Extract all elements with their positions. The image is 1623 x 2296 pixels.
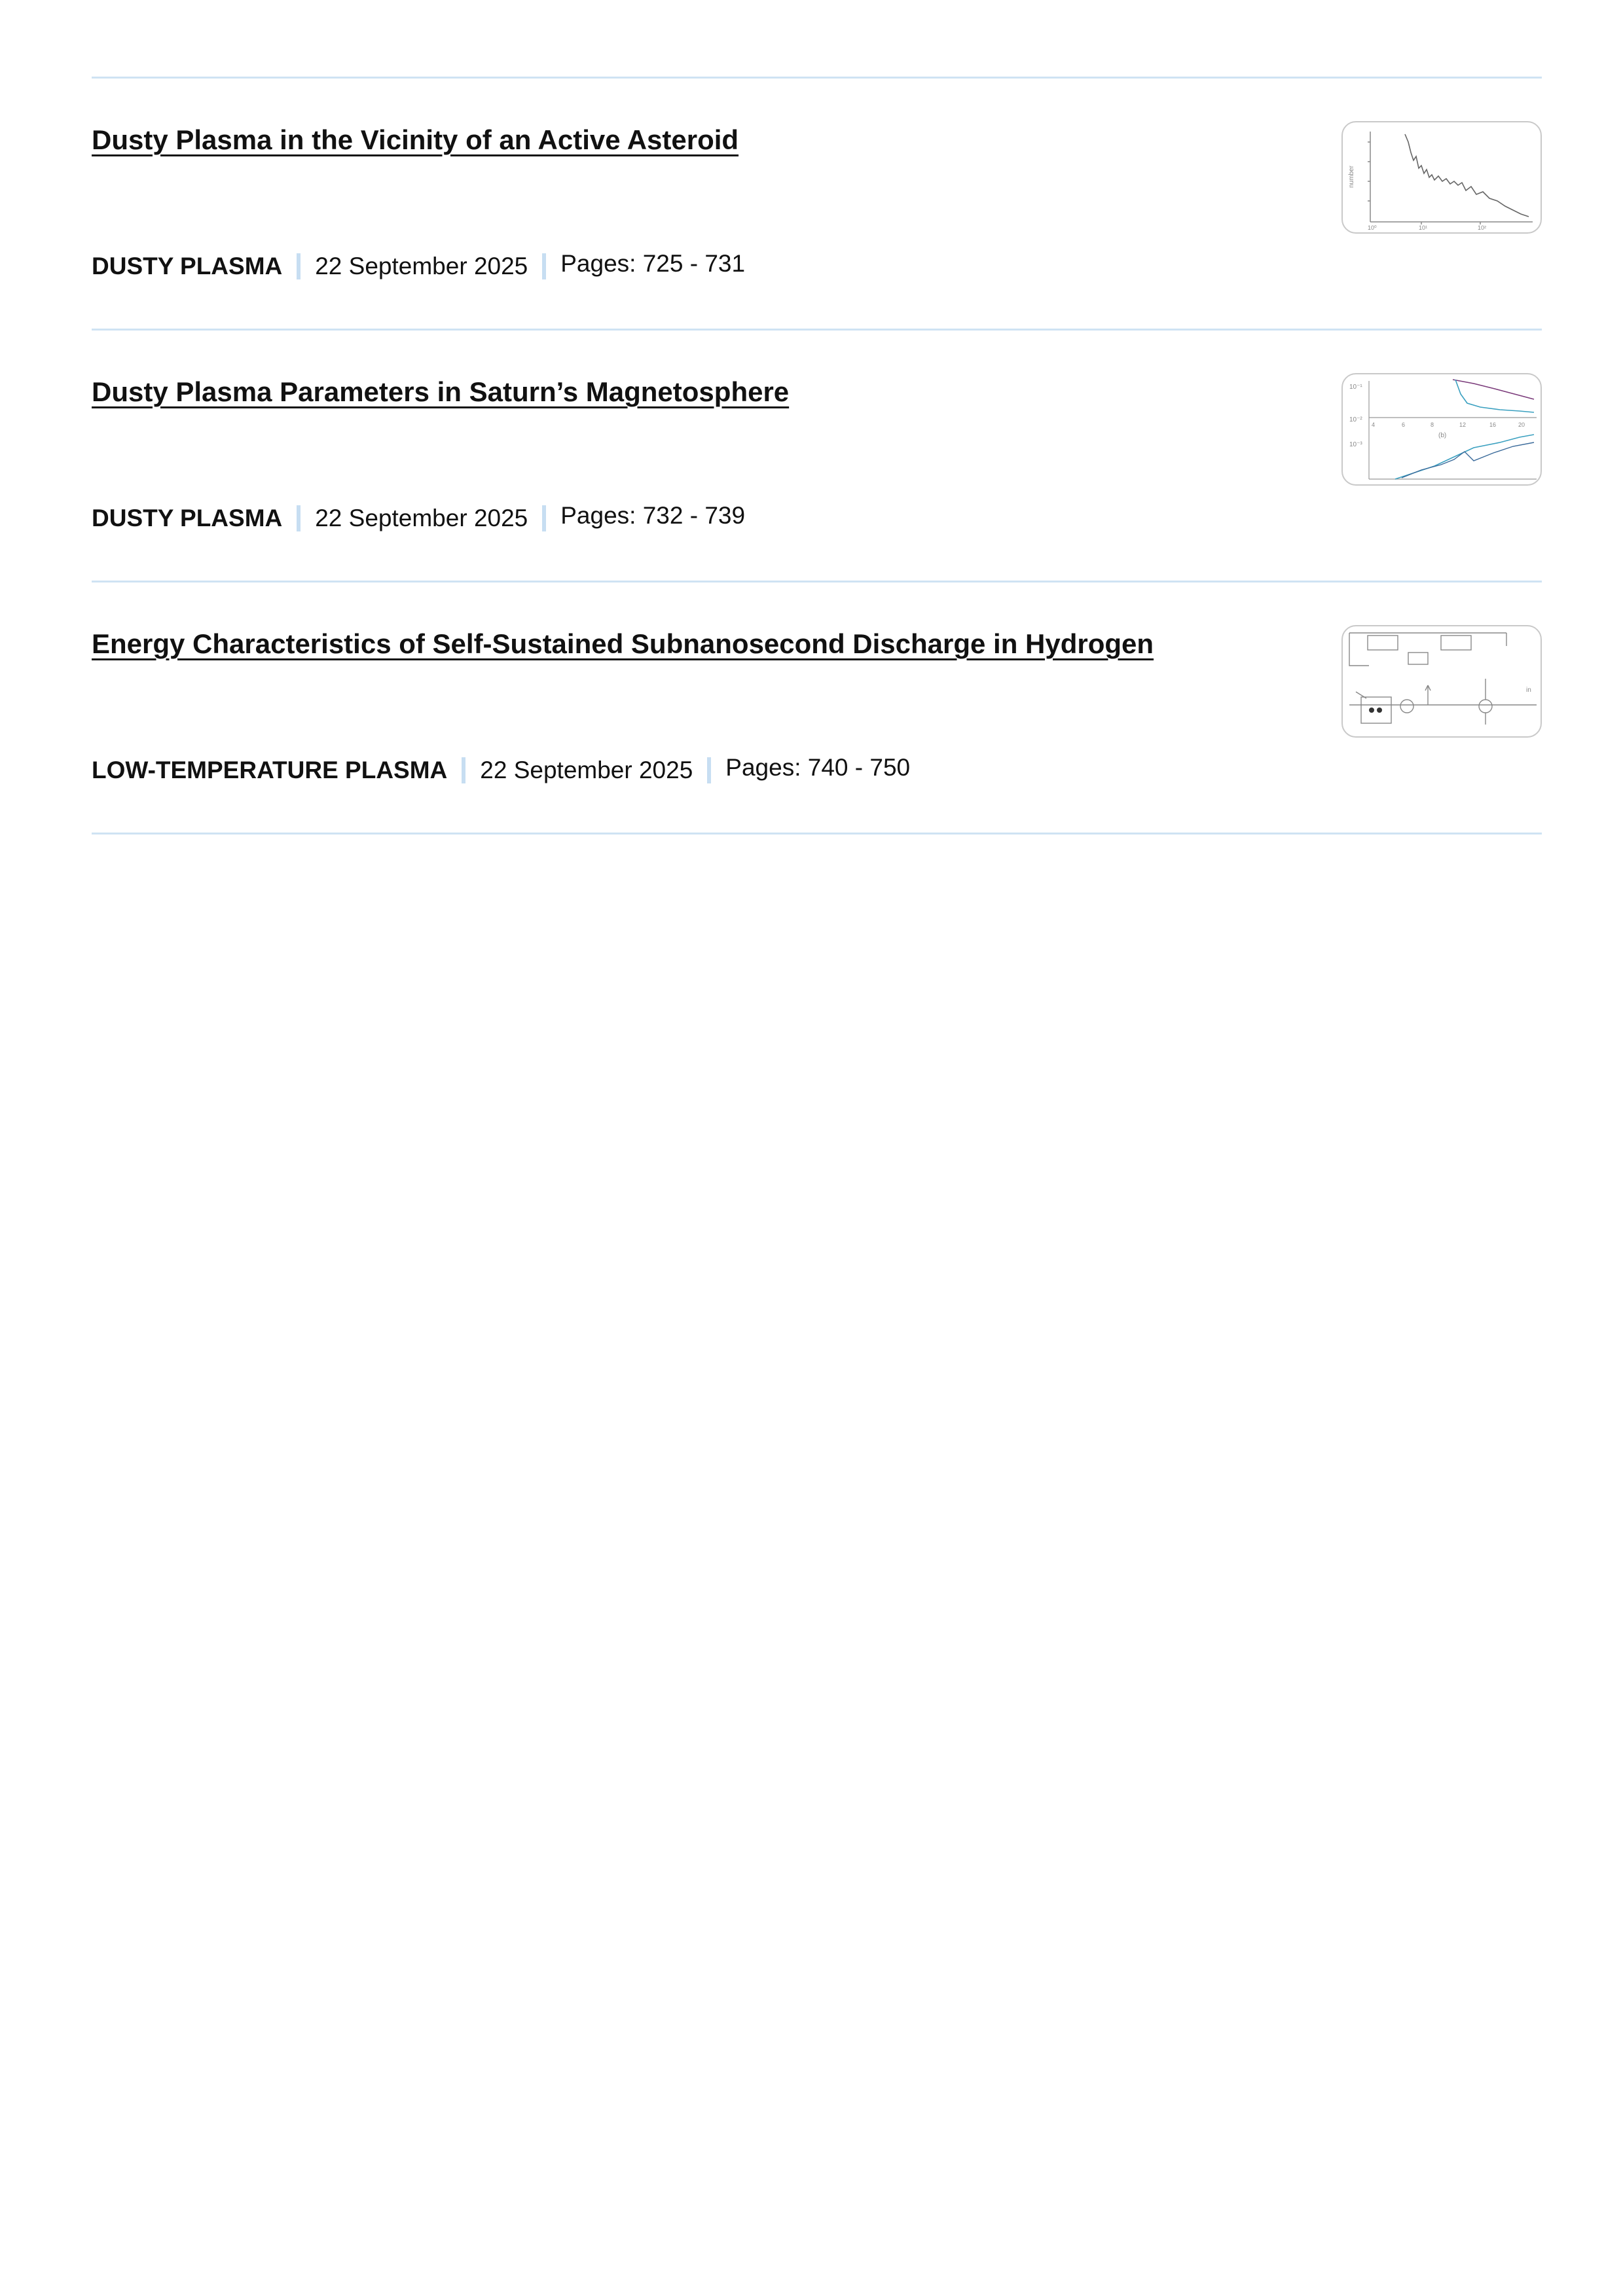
svg-text:in: in xyxy=(1526,687,1531,694)
article-thumbnail[interactable] xyxy=(1341,373,1542,486)
article-item xyxy=(92,375,1542,630)
svg-text:8: 8 xyxy=(1431,422,1434,428)
article-pages: Pages: 725 - 731 xyxy=(560,250,746,277)
meta-separator xyxy=(462,757,465,783)
article-meta xyxy=(92,503,745,533)
svg-text:10⁻²: 10⁻² xyxy=(1349,416,1362,423)
meta-separator xyxy=(297,253,301,279)
svg-text:number: number xyxy=(1348,166,1355,188)
article-meta xyxy=(92,251,745,281)
article-date: 22 September 2025 xyxy=(480,757,693,783)
meta-separator xyxy=(542,505,546,531)
article-title-link[interactable]: Energy Characteristics of Self-Sustained Subnanosecond Discharge in Hydrogen xyxy=(92,628,1154,659)
meta-separator xyxy=(542,253,546,279)
svg-text:12: 12 xyxy=(1459,422,1467,428)
article-thumbnail[interactable] xyxy=(1341,625,1542,738)
meta-separator xyxy=(297,505,301,531)
svg-text:6: 6 xyxy=(1402,422,1406,428)
article-divider xyxy=(92,77,1542,79)
article-thumbnail[interactable] xyxy=(1341,121,1542,234)
article-date: 22 September 2025 xyxy=(315,505,528,531)
svg-text:10¹: 10¹ xyxy=(1419,224,1428,231)
article-title-link[interactable]: Dusty Plasma Parameters in Saturn’s Magnetosphere xyxy=(92,376,790,407)
meta-separator xyxy=(707,757,711,783)
svg-text:10⁰: 10⁰ xyxy=(1368,224,1377,231)
svg-text:(b): (b) xyxy=(1438,432,1447,439)
svg-text:16: 16 xyxy=(1489,422,1497,428)
article-item xyxy=(92,627,1542,882)
article-pages: Pages: 740 - 750 xyxy=(725,754,911,781)
article-date: 22 September 2025 xyxy=(315,253,528,279)
svg-text:10⁻³: 10⁻³ xyxy=(1349,441,1362,448)
svg-text:20: 20 xyxy=(1518,422,1525,428)
svg-text:4: 4 xyxy=(1372,422,1376,428)
svg-text:10²: 10² xyxy=(1478,224,1487,231)
article-title-link[interactable]: Dusty Plasma in the Vicinity of an Active Asteroid xyxy=(92,124,739,155)
article-section-link[interactable]: DUSTY PLASMA xyxy=(92,253,283,279)
svg-text:10⁻¹: 10⁻¹ xyxy=(1349,384,1362,391)
article-item xyxy=(92,123,1542,378)
article-meta xyxy=(92,755,910,785)
article-section-link[interactable]: DUSTY PLASMA xyxy=(92,505,283,531)
article-pages: Pages: 732 - 739 xyxy=(560,502,746,529)
article-section-link[interactable]: LOW-TEMPERATURE PLASMA xyxy=(92,757,448,783)
